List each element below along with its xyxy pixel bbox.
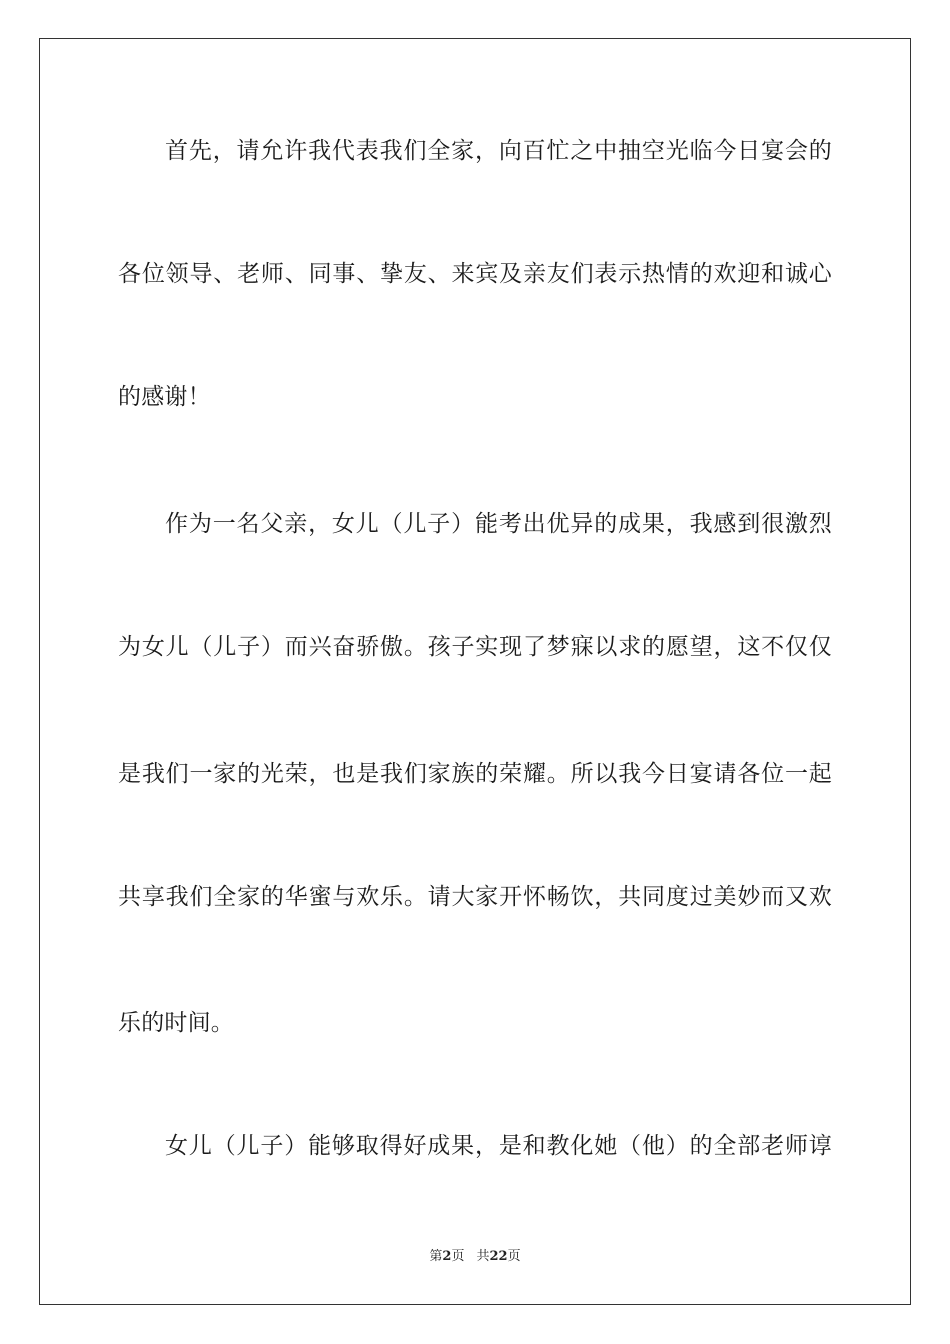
page-suffix: 页 (451, 1249, 465, 1264)
page-border (39, 38, 911, 1305)
text-line: 的感谢！ (118, 384, 211, 410)
total-pages: 22 (489, 1249, 508, 1264)
text-line: 首先，请允许我代表我们全家，向百忙之中抽空光临今日宴会的 (165, 138, 832, 164)
text-line: 作为一名父亲，女儿（儿子）能考出优异的成果，我感到很激烈 (165, 511, 832, 537)
page-number: 2 (442, 1249, 452, 1264)
text-line: 是我们一家的光荣，也是我们家族的荣耀。所以我今日宴请各位一起 (118, 761, 832, 787)
total-prefix: 共 (476, 1249, 490, 1264)
page-prefix: 第 (429, 1249, 443, 1264)
total-suffix: 页 (507, 1249, 521, 1264)
text-line: 为女儿（儿子）而兴奋骄傲。孩子实现了梦寐以求的愿望，这不仅仅 (118, 634, 832, 660)
text-line: 女儿（儿子）能够取得好成果，是和教化她（他）的全部老师谆 (165, 1133, 832, 1159)
text-line: 共享我们全家的华蜜与欢乐。请大家开怀畅饮，共同度过美妙而又欢 (118, 884, 832, 910)
text-line: 各位领导、老师、同事、挚友、来宾及亲友们表示热情的欢迎和诚心 (118, 261, 832, 287)
text-line: 乐的时间。 (118, 1010, 234, 1036)
page-footer (0, 1248, 950, 1266)
